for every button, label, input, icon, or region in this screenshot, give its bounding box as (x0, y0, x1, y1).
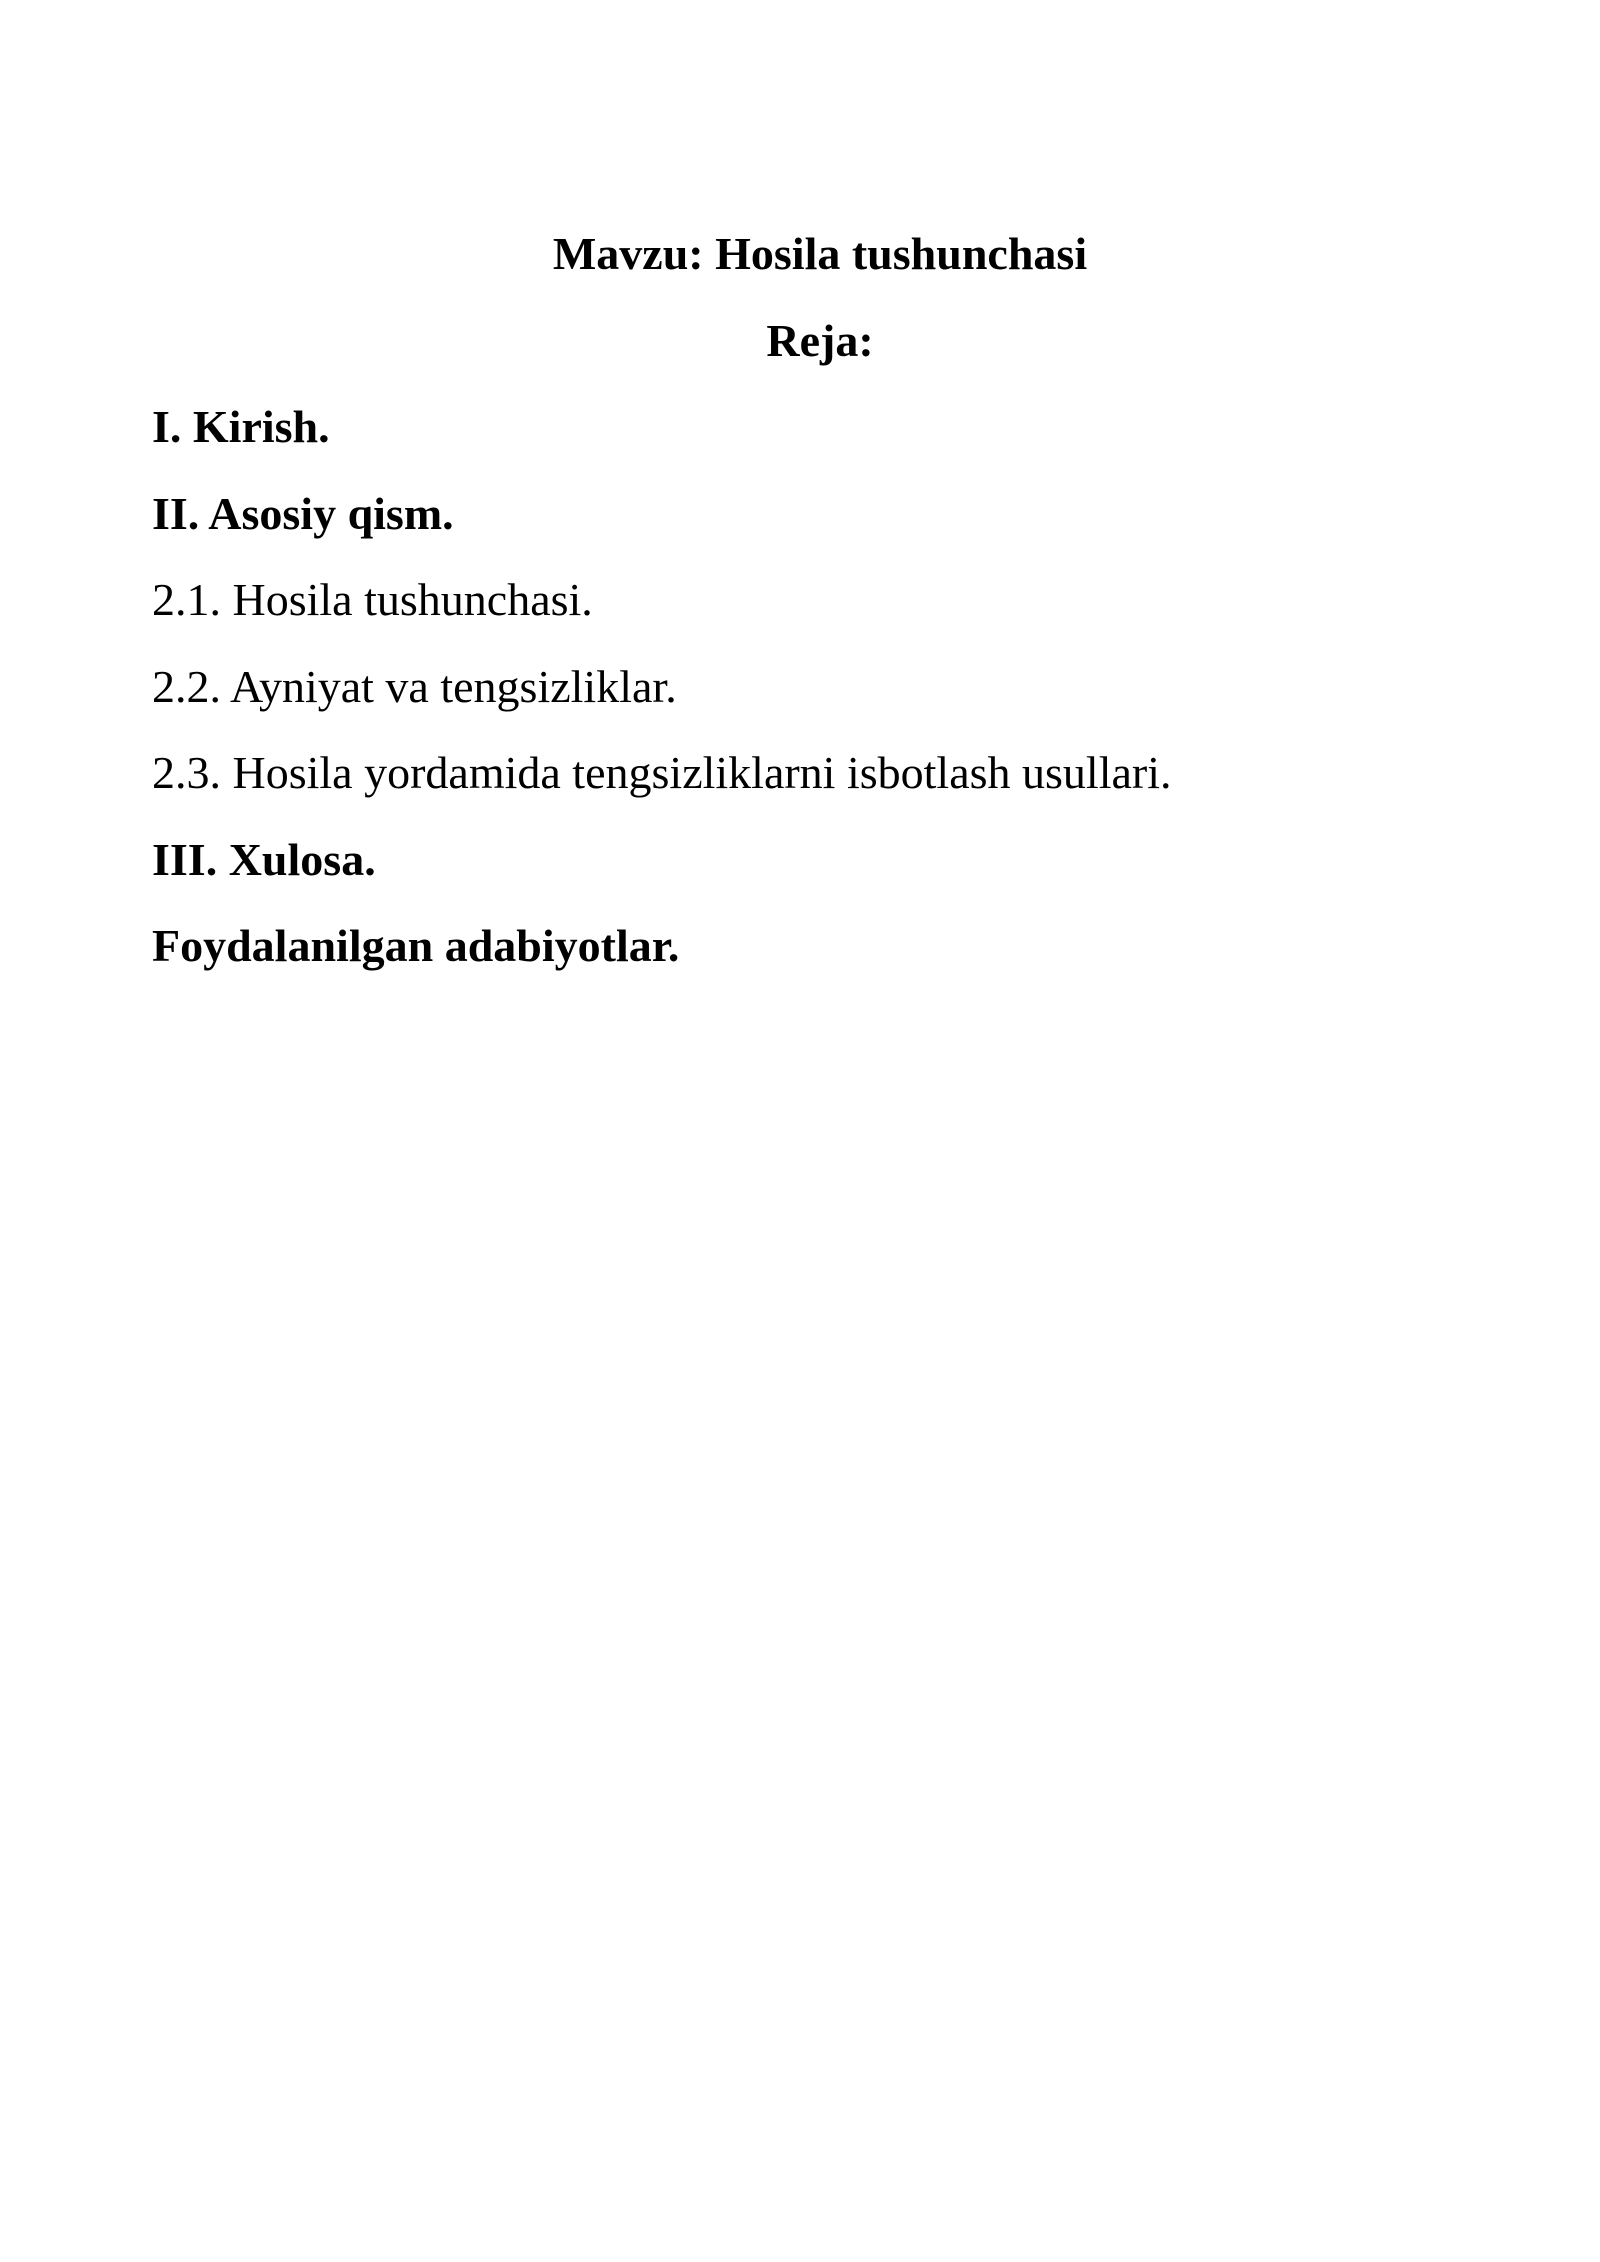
plan-item-2-3: 2.3. Hosila yordamida tengsizliklarni isbotlash usullari. (152, 747, 1172, 798)
plan-item-main-part: II. Asosiy qism. (152, 488, 454, 539)
plan-item-2-2: 2.2. Ayniyat va tengsizliklar. (152, 661, 677, 712)
plan-item-references: Foydalanilgan adabiyotlar. (152, 920, 680, 971)
plan-heading: Reja: (766, 315, 874, 366)
plan-item-introduction: I. Kirish. (152, 401, 330, 452)
plan-item-2-1: 2.1. Hosila tushunchasi. (152, 574, 593, 625)
document-title: Mavzu: Hosila tushunchasi (552, 228, 1088, 279)
plan-item-conclusion: III. Xulosa. (152, 834, 376, 885)
